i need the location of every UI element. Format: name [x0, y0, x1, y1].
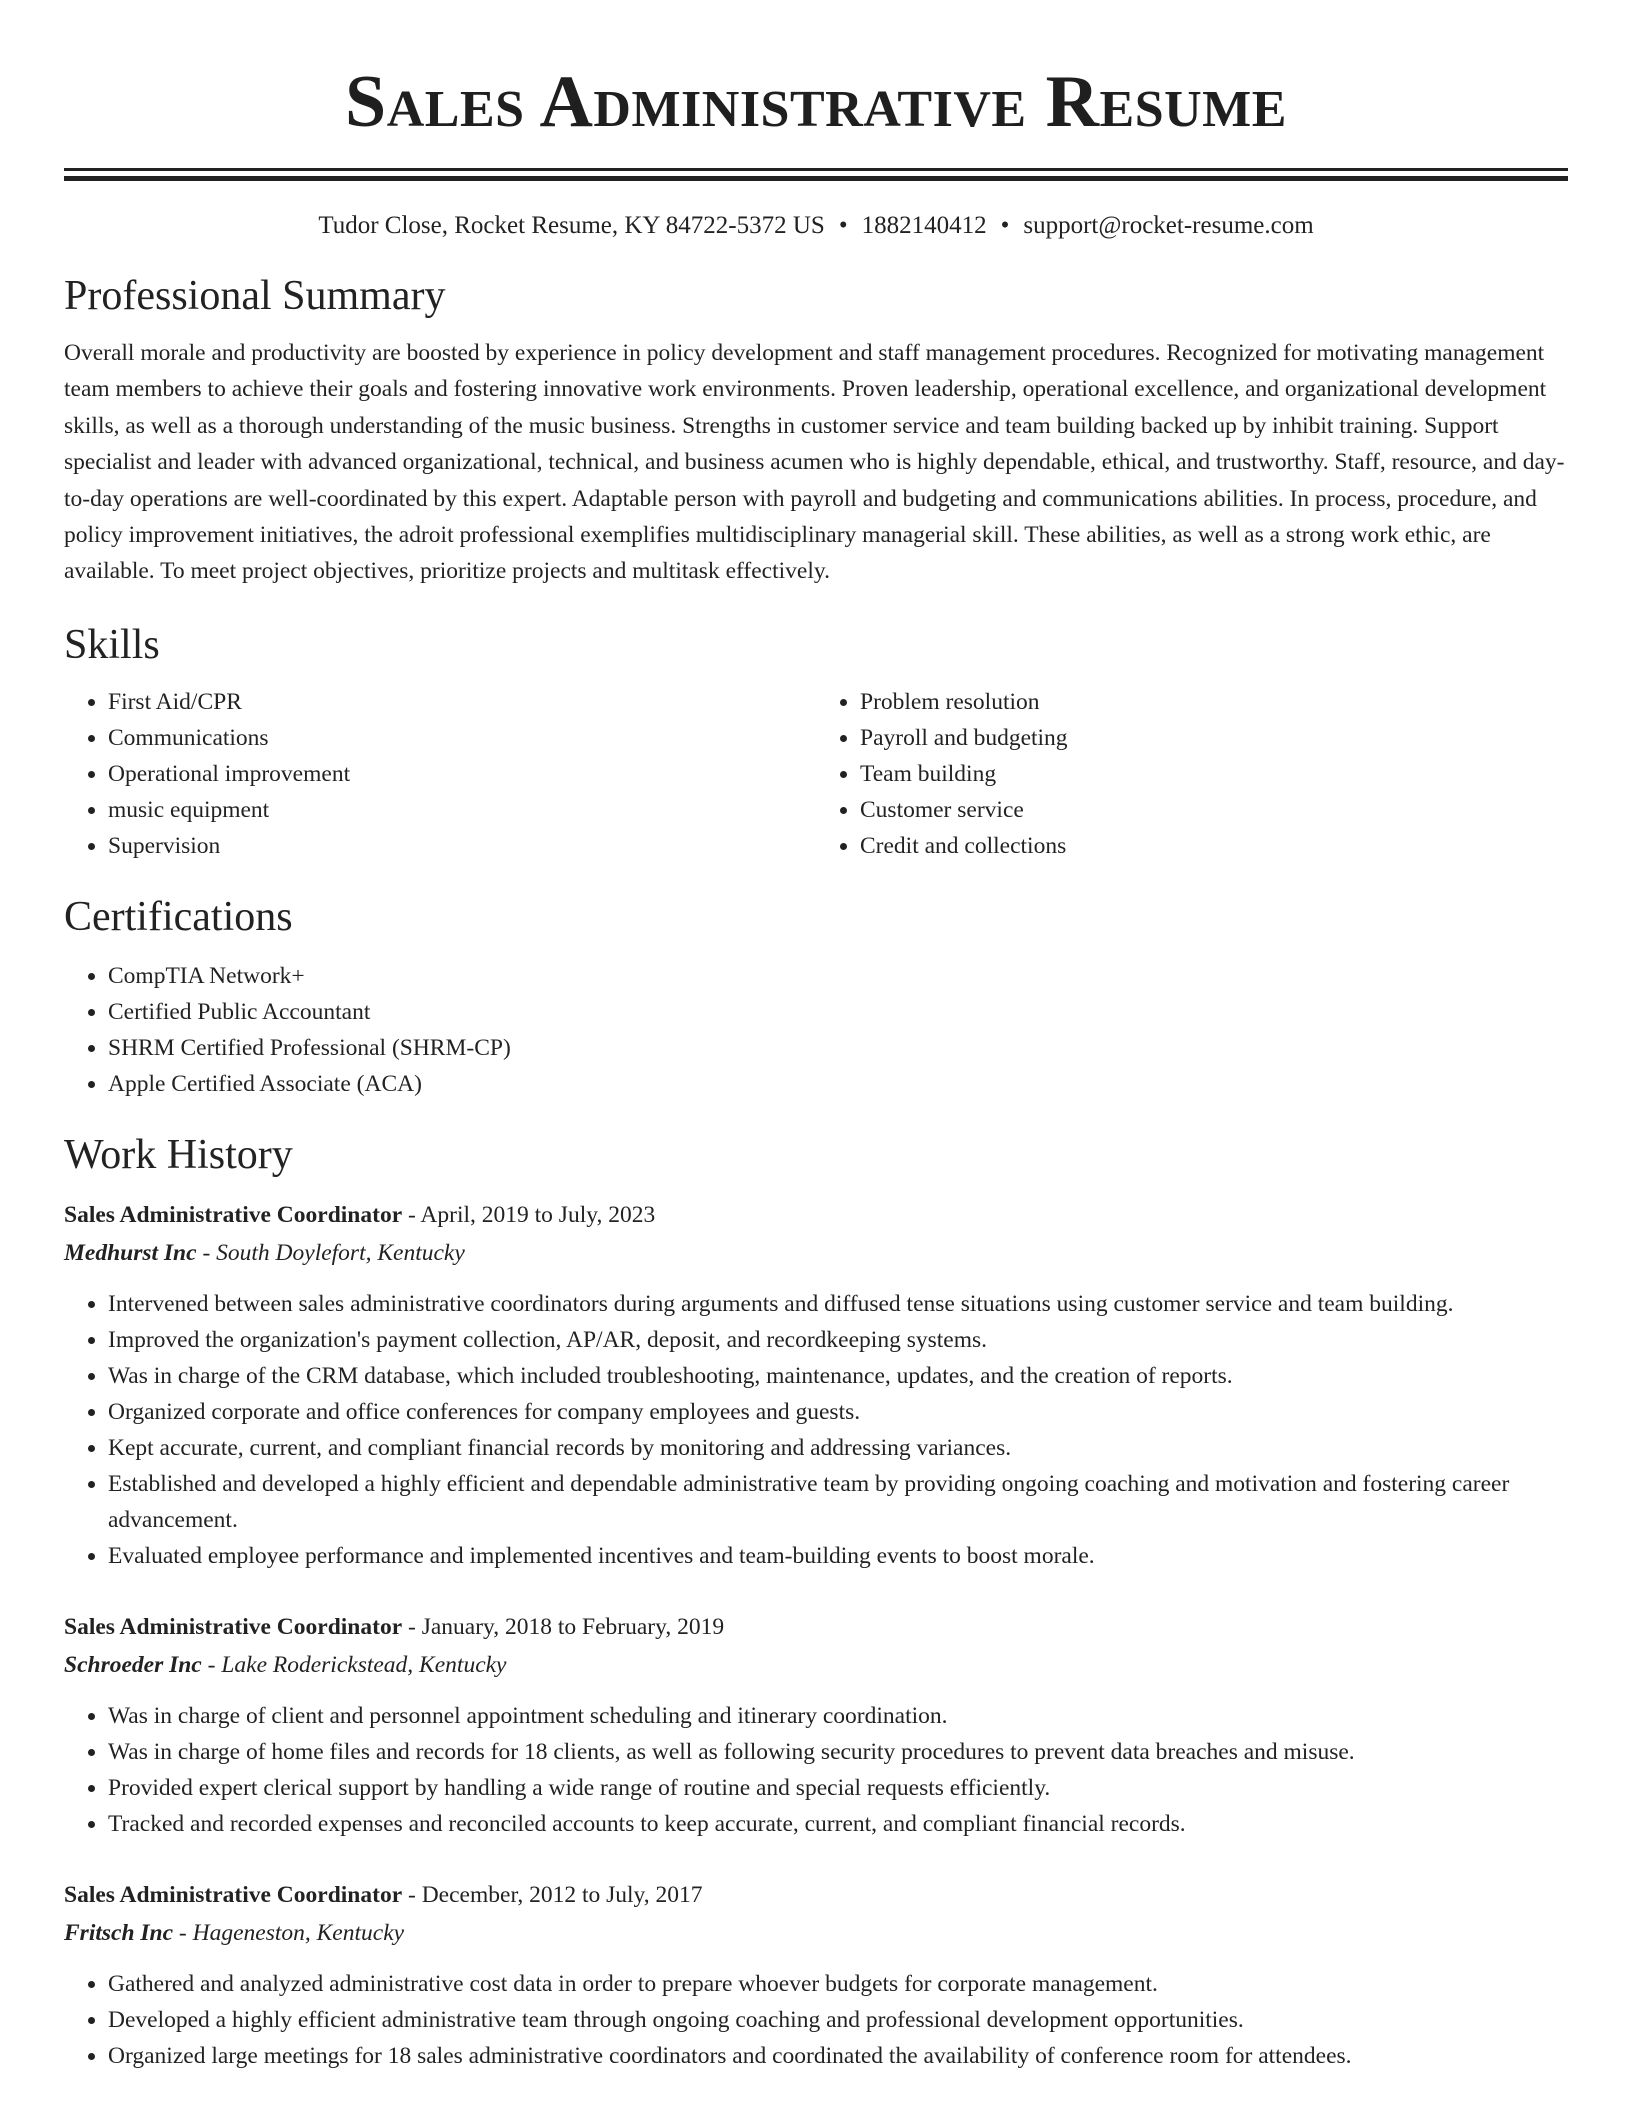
contact-address: Tudor Close, Rocket Resume, KY 84722-5372 US	[318, 212, 825, 239]
contact-phone: 1882140412	[861, 212, 987, 239]
job-entry	[64, 1608, 1568, 1842]
skills-list	[64, 684, 1568, 864]
company-location: - South Doylefort, Kentucky	[196, 1239, 465, 1266]
certification-item: • Certified Public Accountant	[108, 994, 1568, 1030]
job-title: Sales Administrative Coordinator	[64, 1613, 403, 1640]
skill-item: • Team building	[860, 756, 1568, 792]
company-line	[64, 1234, 1568, 1272]
job-bullet: • Was in charge of home files and records for 18 clients, as well as following security procedures to prevent data breaches and misuse.	[108, 1734, 1568, 1770]
resume-title: Sales Administrative Resume	[345, 61, 1287, 143]
title-divider	[64, 168, 1568, 181]
certification-item: • Apple Certified Associate (ACA)	[108, 1066, 1568, 1102]
job-bullet: • Evaluated employee performance and implemented incentives and team-building events to boost morale.	[108, 1538, 1568, 1574]
job-bullets	[64, 1698, 1568, 1842]
skills-column-right	[816, 684, 1568, 864]
job-title-line	[64, 1876, 1568, 1914]
company-location: - Lake Roderickstead, Kentucky	[201, 1651, 507, 1678]
job-dates: - January, 2018 to February, 2019	[402, 1613, 725, 1640]
certification-item: • CompTIA Network+	[108, 958, 1568, 994]
job-bullet: • Established and developed a highly efficient and dependable administrative team by providing ongoing coaching and motivation and fostering career advancement.	[108, 1466, 1568, 1538]
skill-item: • Problem resolution	[860, 684, 1568, 720]
job-bullets	[64, 1286, 1568, 1574]
contact-email: support@rocket-resume.com	[1023, 212, 1314, 239]
company-name: Schroeder Inc	[64, 1651, 202, 1678]
job-title: Sales Administrative Coordinator	[64, 1201, 403, 1228]
job-bullet: • Was in charge of client and personnel appointment scheduling and itinerary coordination.	[108, 1698, 1568, 1734]
job-title-line	[64, 1608, 1568, 1646]
job-bullet: • Developed a highly efficient administrative team through ongoing coaching and professional development opportunities.	[108, 2002, 1568, 2038]
job-title: Sales Administrative Coordinator	[64, 1881, 403, 1908]
job-bullet: • Was in charge of the CRM database, which included troubleshooting, maintenance, updates, and the creation of reports.	[108, 1358, 1568, 1394]
job-bullets	[64, 1966, 1568, 2074]
company-name: Fritsch Inc	[64, 1919, 174, 1946]
certifications-heading: Certifications	[64, 893, 293, 940]
work-history-heading: Work History	[64, 1131, 293, 1178]
job-bullet: • Organized large meetings for 18 sales administrative coordinators and coordinated the availability of conference room for attendees.	[108, 2038, 1568, 2074]
contact-separator: •	[1000, 212, 1010, 239]
contact-separator: •	[838, 212, 848, 239]
skill-item: • Payroll and budgeting	[860, 720, 1568, 756]
summary-heading: Professional Summary	[64, 273, 446, 319]
job-bullet: • Intervened between sales administrative coordinators during arguments and diffused tense situations using customer service and team building.	[108, 1286, 1568, 1322]
job-bullet: • Organized corporate and office conferences for company employees and guests.	[108, 1394, 1568, 1430]
certification-item: • SHRM Certified Professional (SHRM-CP)	[108, 1030, 1568, 1066]
skill-item: • Communications	[108, 720, 816, 756]
job-title-line	[64, 1196, 1568, 1234]
company-line	[64, 1914, 1568, 1952]
job-dates: - April, 2019 to July, 2023	[402, 1201, 656, 1228]
company-line	[64, 1646, 1568, 1684]
skill-item: • music equipment	[108, 792, 816, 828]
skills-heading: Skills	[64, 621, 160, 668]
skill-item: • First Aid/CPR	[108, 684, 816, 720]
resume-page	[64, 0, 1568, 2074]
certifications-list	[64, 958, 1568, 1102]
contact-line	[64, 209, 1568, 243]
skill-item: • Supervision	[108, 828, 816, 864]
job-bullet: • Improved the organization's payment collection, AP/AR, deposit, and recordkeeping systems.	[108, 1322, 1568, 1358]
skill-item: • Operational improvement	[108, 756, 816, 792]
job-dates: - December, 2012 to July, 2017	[402, 1881, 703, 1908]
skill-item: • Customer service	[860, 792, 1568, 828]
job-bullet: • Tracked and recorded expenses and reconciled accounts to keep accurate, current, and compliant financial records.	[108, 1806, 1568, 1842]
job-entry	[64, 1196, 1568, 1574]
skills-column-left	[64, 684, 816, 864]
company-location: - Hageneston, Kentucky	[173, 1919, 405, 1946]
job-bullet: • Provided expert clerical support by handling a wide range of routine and special requests efficiently.	[108, 1770, 1568, 1806]
summary-text: Overall morale and productivity are boosted by experience in policy development and staff management procedures. Recognized for motivating management team members to achieve their goals and fostering innovative work environments. Proven leadership, operational excellence, and organizational development skills, as well as a thorough understanding of the music business. Strengths in customer service and team building backed up by inhibit training. Support specialist and leader with advanced organizational, technical, and business acumen who is highly dependable, ethical, and trustworthy. Staff, resource, and day-to-day operations are well-coordinated by this expert. Adaptable person with payroll and budgeting and communications abilities. In process, procedure, and policy improvement initiatives, the adroit professional exemplifies multidisciplinary managerial skill. These abilities, as well as a strong work ethic, are available. To meet project objectives, prioritize projects and multitask effectively.	[64, 340, 1565, 585]
job-bullet: • Gathered and analyzed administrative cost data in order to prepare whoever budgets for corporate management.	[108, 1966, 1568, 2002]
job-bullet: • Kept accurate, current, and compliant financial records by monitoring and addressing variances.	[108, 1430, 1568, 1466]
company-name: Medhurst Inc	[64, 1239, 197, 1266]
job-entry	[64, 1876, 1568, 2074]
skill-item: • Credit and collections	[860, 828, 1568, 864]
